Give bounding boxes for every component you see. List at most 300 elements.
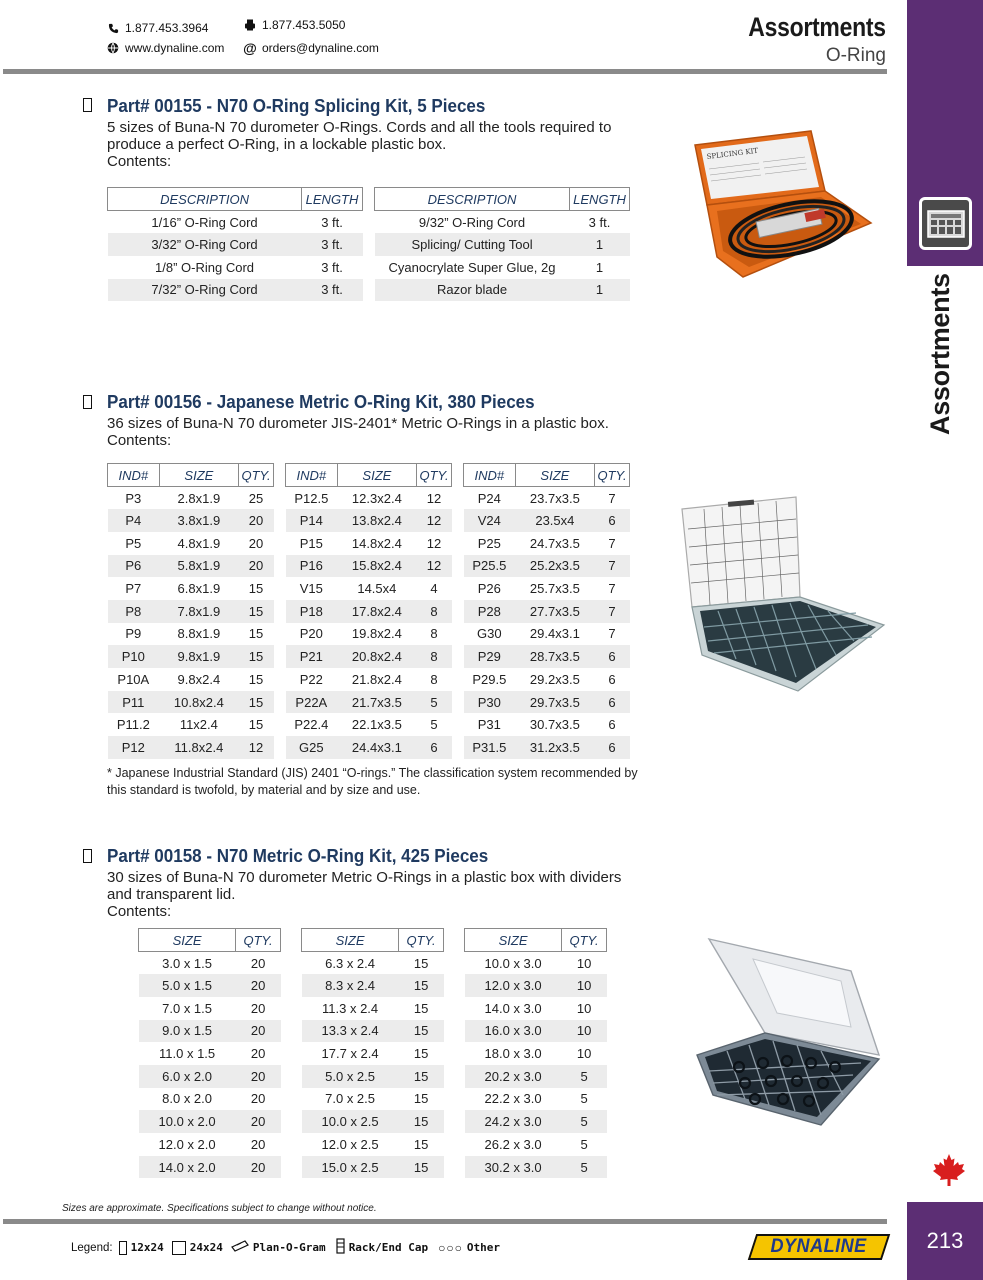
section1-table-left bbox=[107, 187, 363, 301]
table-cell: 15 bbox=[399, 1110, 444, 1133]
table-cell: 15 bbox=[239, 691, 274, 714]
section3-description bbox=[107, 869, 647, 920]
table-row bbox=[464, 736, 630, 759]
table-row bbox=[286, 532, 452, 555]
table-cell: 6 bbox=[608, 717, 616, 733]
website-contact[interactable] bbox=[107, 41, 224, 55]
table-cell: 15 bbox=[399, 1020, 444, 1043]
table-cell: 5 bbox=[580, 1091, 588, 1107]
footer-divider bbox=[3, 1219, 887, 1224]
table-cell: 6 bbox=[595, 509, 630, 532]
table-cell: 8.0 x 2.0 bbox=[162, 1091, 213, 1107]
table-row bbox=[465, 974, 607, 997]
fax-icon bbox=[244, 19, 256, 31]
table-cell: 10 bbox=[576, 955, 592, 971]
table-cell: 3.8x1.9 bbox=[159, 509, 238, 532]
splicing-kit-product-image bbox=[693, 127, 873, 279]
table-row bbox=[139, 974, 281, 997]
col-header-length: LENGTH bbox=[302, 188, 363, 211]
table-cell: P29.5 bbox=[472, 671, 507, 687]
table-cell: P5 bbox=[125, 535, 142, 551]
table-row bbox=[302, 1042, 444, 1065]
table-cell: 10 bbox=[576, 1046, 592, 1062]
table-cell: 9.8x2.4 bbox=[177, 671, 221, 687]
table-cell: P22.4 bbox=[294, 717, 329, 733]
table-cell: 3 ft. bbox=[321, 259, 343, 275]
col-header-qty: QTY. bbox=[417, 464, 452, 487]
table-row bbox=[375, 211, 630, 234]
table-cell: 14.5x4 bbox=[357, 581, 397, 597]
table-row bbox=[464, 487, 630, 510]
table-cell: 14.0 x 2.0 bbox=[139, 1156, 236, 1179]
table-row bbox=[139, 997, 281, 1020]
table-row bbox=[302, 1156, 444, 1179]
table-cell: 8 bbox=[430, 671, 438, 687]
table-cell: P25.5 bbox=[464, 555, 516, 578]
table-cell: 21.8x2.4 bbox=[351, 671, 402, 687]
table-cell: 20 bbox=[248, 535, 264, 551]
maple-leaf-icon bbox=[932, 1153, 966, 1187]
table-cell: 15 bbox=[413, 1136, 429, 1152]
col-header-size: SIZE bbox=[302, 929, 399, 952]
header-divider bbox=[3, 69, 887, 74]
table-row bbox=[302, 952, 444, 975]
at-icon: @ bbox=[243, 40, 257, 56]
table-row bbox=[108, 211, 363, 234]
fax-contact[interactable] bbox=[244, 18, 345, 32]
section2-table-1 bbox=[107, 463, 274, 759]
table-cell: 15.8x2.4 bbox=[337, 555, 416, 578]
table-cell: 20 bbox=[250, 1046, 266, 1062]
table-row bbox=[464, 713, 630, 736]
table-cell: 17.8x2.4 bbox=[337, 600, 416, 623]
page-title: Assortments bbox=[748, 12, 886, 42]
table-row bbox=[464, 645, 630, 668]
table-cell: 5.8x1.9 bbox=[159, 555, 238, 578]
table-row bbox=[108, 279, 363, 302]
legend-other: Other bbox=[466, 1241, 501, 1254]
table-cell: 7 bbox=[608, 581, 616, 597]
table-cell: 20.2 x 3.0 bbox=[465, 1065, 562, 1088]
12x24-display-icon bbox=[83, 98, 92, 112]
table-cell: P7 bbox=[125, 581, 142, 597]
table-cell: 12 bbox=[417, 509, 452, 532]
table-cell: 6 bbox=[417, 736, 452, 759]
table-cell: G30 bbox=[477, 626, 502, 642]
table-cell: P14 bbox=[286, 509, 338, 532]
table-cell: 31.2x3.5 bbox=[515, 736, 594, 759]
table-cell: 10.8x2.4 bbox=[159, 691, 238, 714]
legend bbox=[71, 1238, 500, 1257]
table-cell: P12 bbox=[108, 736, 160, 759]
table-row bbox=[108, 691, 274, 714]
table-cell: 9/32” O-Ring Cord bbox=[418, 214, 526, 230]
japanese-metric-kit-product-image bbox=[678, 495, 888, 693]
legend-24x24: 24x24 bbox=[189, 1241, 223, 1254]
col-header-size: SIZE bbox=[465, 929, 562, 952]
table-cell: 10 bbox=[576, 1000, 592, 1016]
col-header-qty: QTY. bbox=[239, 464, 274, 487]
table-cell: 5 bbox=[580, 1136, 588, 1152]
table-row bbox=[108, 555, 274, 578]
table-row bbox=[108, 509, 274, 532]
col-header-description: DESCRIPTION bbox=[108, 188, 302, 211]
col-header-qty: QTY. bbox=[595, 464, 630, 487]
table-cell: 25.2x3.5 bbox=[515, 555, 594, 578]
table-cell: 24.4x3.1 bbox=[337, 736, 416, 759]
table-cell: 10.0 x 3.0 bbox=[484, 955, 542, 971]
table-cell: P11 bbox=[108, 691, 160, 714]
table-cell: P26 bbox=[477, 581, 501, 597]
rack-end-cap-icon bbox=[336, 1238, 345, 1257]
table-cell: P3 bbox=[125, 490, 142, 506]
table-cell: 15 bbox=[248, 717, 264, 733]
table-cell: 25.7x3.5 bbox=[529, 581, 580, 597]
table-cell: P22 bbox=[299, 671, 323, 687]
table-cell: 23.7x3.5 bbox=[529, 490, 580, 506]
table-cell: 5 bbox=[562, 1065, 607, 1088]
section1-contents-label: Contents: bbox=[107, 153, 172, 170]
table-cell: 11.3 x 2.4 bbox=[322, 1000, 379, 1016]
table-cell: 5 bbox=[417, 691, 452, 714]
legend-label: Legend: bbox=[71, 1241, 113, 1254]
logo-text: DYNALINE bbox=[770, 1236, 868, 1257]
table-cell: 12.3x2.4 bbox=[351, 490, 402, 506]
table-cell: 12 bbox=[417, 555, 452, 578]
table-cell: 5 bbox=[430, 717, 438, 733]
table-cell: Cyanocrylate Super Glue, 2g bbox=[388, 259, 556, 275]
table-cell: 8 bbox=[430, 626, 438, 642]
table-cell: 13.3 x 2.4 bbox=[302, 1020, 399, 1043]
table-row bbox=[139, 1088, 281, 1111]
table-cell: P11.2 bbox=[116, 717, 150, 733]
table-cell: 7 bbox=[608, 490, 616, 506]
table-row bbox=[139, 952, 281, 975]
table-cell: 9.0 x 1.5 bbox=[139, 1020, 236, 1043]
table-cell: 29.7x3.5 bbox=[515, 691, 594, 714]
table-cell: 25 bbox=[248, 490, 264, 506]
section1-description bbox=[107, 119, 647, 170]
table-cell: 12 bbox=[426, 535, 442, 551]
table-cell: 30.2 x 3.0 bbox=[465, 1156, 562, 1179]
table-row bbox=[464, 509, 630, 532]
table-cell: 20 bbox=[250, 1000, 266, 1016]
col-header-size: SIZE bbox=[139, 929, 236, 952]
table-cell: 9.8x1.9 bbox=[159, 645, 238, 668]
table-row bbox=[465, 1020, 607, 1043]
table-cell: 8 bbox=[417, 645, 452, 668]
table-row bbox=[108, 532, 274, 555]
table-cell: 6 bbox=[608, 671, 616, 687]
col-header-size: SIZE bbox=[159, 464, 238, 487]
table-row bbox=[464, 691, 630, 714]
table-cell: 20 bbox=[236, 974, 281, 997]
table-cell: 18.0 x 3.0 bbox=[484, 1046, 542, 1062]
table-cell: 3 ft. bbox=[302, 279, 363, 302]
email-contact[interactable] bbox=[244, 41, 379, 55]
sidebar-label: Assortments bbox=[925, 273, 955, 435]
table-cell: 24.2 x 3.0 bbox=[465, 1110, 562, 1133]
table-cell: 15 bbox=[399, 974, 444, 997]
table-cell: P28 bbox=[464, 600, 516, 623]
table-row bbox=[465, 1088, 607, 1111]
table-row bbox=[464, 532, 630, 555]
table-cell: P16 bbox=[286, 555, 338, 578]
table-cell: P21 bbox=[286, 645, 338, 668]
section2-table-3 bbox=[463, 463, 630, 759]
legend-rack-end-cap: Rack/End Cap bbox=[348, 1241, 429, 1254]
table-row bbox=[302, 1020, 444, 1043]
svg-text:SPLICING KIT: SPLICING KIT bbox=[706, 146, 759, 161]
section1-title: Part# 00155 - N70 O-Ring Splicing Kit, 5 Pieces bbox=[107, 95, 486, 116]
table-row bbox=[465, 1065, 607, 1088]
table-cell: 16.0 x 3.0 bbox=[465, 1020, 562, 1043]
table-cell: 12.0 x 3.0 bbox=[465, 974, 562, 997]
table-cell: 2.8x1.9 bbox=[177, 490, 221, 506]
legend-12x24: 12x24 bbox=[130, 1241, 164, 1254]
table-cell: 19.8x2.4 bbox=[351, 626, 402, 642]
table-cell: Razor blade bbox=[375, 279, 570, 302]
table-cell: P30 bbox=[464, 691, 516, 714]
table-row bbox=[464, 668, 630, 691]
table-cell: 20 bbox=[239, 555, 274, 578]
table-cell: P6 bbox=[108, 555, 160, 578]
table-row bbox=[302, 1088, 444, 1111]
page-subtitle: O-Ring bbox=[825, 45, 886, 66]
table-row bbox=[465, 1156, 607, 1179]
planogram-icon bbox=[231, 1240, 249, 1255]
table-cell: 28.7x3.5 bbox=[515, 645, 594, 668]
table-cell: P31 bbox=[477, 717, 501, 733]
table-cell: 15 bbox=[248, 581, 264, 597]
col-header-ind: IND# bbox=[286, 464, 338, 487]
table-cell: 12.0 x 2.0 bbox=[158, 1136, 216, 1152]
section2-description: 36 sizes of Buna-N 70 durometer JIS-2401* Metric O-Rings in a plastic box. Contents: bbox=[107, 415, 609, 449]
col-header-qty: QTY. bbox=[399, 929, 444, 952]
table-row bbox=[108, 736, 274, 759]
table-cell: 26.2 x 3.0 bbox=[484, 1136, 542, 1152]
table-cell: 1/16” O-Ring Cord bbox=[151, 214, 258, 230]
table-cell: 20.8x2.4 bbox=[337, 645, 416, 668]
table-cell: 12 bbox=[239, 736, 274, 759]
table-row bbox=[375, 279, 630, 302]
table-cell: 20 bbox=[236, 1156, 281, 1179]
table-row bbox=[286, 577, 452, 600]
table-row bbox=[465, 997, 607, 1020]
section1-table-right bbox=[374, 187, 630, 301]
table-cell: 1/8” O-Ring Cord bbox=[155, 259, 255, 275]
table-cell: 23.5x4 bbox=[515, 509, 594, 532]
table-cell: 8.3 x 2.4 bbox=[302, 974, 399, 997]
table-cell: 29.4x3.1 bbox=[529, 626, 580, 642]
table-cell: 15 bbox=[248, 626, 264, 642]
table-cell: 15 bbox=[239, 645, 274, 668]
table-cell: 10.0 x 2.0 bbox=[139, 1110, 236, 1133]
table-cell: 15 bbox=[399, 1156, 444, 1179]
table-row bbox=[139, 1133, 281, 1156]
table-row bbox=[286, 600, 452, 623]
table-cell: 13.8x2.4 bbox=[337, 509, 416, 532]
dynaline-logo bbox=[748, 1234, 890, 1260]
table-row bbox=[139, 1065, 281, 1088]
other-icon: ○○○ bbox=[438, 1240, 463, 1255]
table-cell: 1 bbox=[570, 279, 630, 302]
fax-number: 1.877.453.5050 bbox=[262, 18, 346, 32]
table-cell: 7 bbox=[595, 600, 630, 623]
table-cell: 7.0 x 2.5 bbox=[325, 1091, 376, 1107]
table-cell: 14.0 x 3.0 bbox=[484, 1000, 542, 1016]
table-cell: P10A bbox=[117, 671, 150, 687]
table-row bbox=[302, 974, 444, 997]
col-header-ind: IND# bbox=[464, 464, 516, 487]
table-row bbox=[464, 600, 630, 623]
table-cell: 20 bbox=[236, 1110, 281, 1133]
table-cell: 6 bbox=[595, 691, 630, 714]
table-row bbox=[465, 952, 607, 975]
table-cell: 20 bbox=[236, 1065, 281, 1088]
table-row bbox=[464, 577, 630, 600]
col-header-description: DESCRIPTION bbox=[375, 188, 570, 211]
table-cell: 7/32” O-Ring Cord bbox=[108, 279, 302, 302]
table-cell: 22.1x3.5 bbox=[351, 717, 402, 733]
table-cell: P18 bbox=[286, 600, 338, 623]
table-cell: 15 bbox=[413, 1091, 429, 1107]
table-row bbox=[286, 487, 452, 510]
section2-table-2 bbox=[285, 463, 452, 759]
table-cell: P20 bbox=[299, 626, 323, 642]
table-cell: P4 bbox=[108, 509, 160, 532]
table-row bbox=[108, 577, 274, 600]
phone-contact[interactable] bbox=[107, 21, 208, 35]
table-cell: 3 ft. bbox=[302, 233, 363, 256]
table-row bbox=[108, 668, 274, 691]
table-cell: 3/32” O-Ring Cord bbox=[108, 233, 302, 256]
table-cell: 11x2.4 bbox=[179, 717, 218, 733]
table-cell: 5.0 x 1.5 bbox=[139, 974, 236, 997]
table-cell: P31.5 bbox=[464, 736, 516, 759]
table-cell: P29 bbox=[464, 645, 516, 668]
col-header-qty: QTY. bbox=[562, 929, 607, 952]
table-cell: 20 bbox=[250, 1091, 266, 1107]
table-cell: P9 bbox=[125, 626, 142, 642]
table-cell: 5 bbox=[562, 1110, 607, 1133]
table-cell: 15 bbox=[413, 1000, 429, 1016]
table-row bbox=[286, 555, 452, 578]
table-row bbox=[465, 1133, 607, 1156]
table-cell: 5 bbox=[562, 1156, 607, 1179]
table-row bbox=[302, 1133, 444, 1156]
section1-desc-text: 5 sizes of Buna-N 70 durometer O-Rings. Cords and all the tools required to produce a perfect O-Ring, in a lockable plastic box. bbox=[107, 119, 612, 153]
col-header-size: SIZE bbox=[515, 464, 594, 487]
table-cell: V24 bbox=[464, 509, 516, 532]
disclaimer: Sizes are approximate. Specifications subject to change without notice. bbox=[62, 1203, 377, 1214]
table-cell: P24 bbox=[477, 490, 501, 506]
table-row bbox=[108, 645, 274, 668]
table-cell: 6.3 x 2.4 bbox=[325, 955, 376, 971]
table-cell: 15 bbox=[413, 1046, 429, 1062]
table-cell: 11.0 x 1.5 bbox=[159, 1046, 216, 1062]
section3-desc-text: 30 sizes of Buna-N 70 durometer Metric O-Rings in a plastic box with dividers and transparent lid. bbox=[107, 869, 622, 903]
table-row bbox=[465, 1042, 607, 1065]
table-row bbox=[375, 233, 630, 256]
section2-title: Part# 00156 - Japanese Metric O-Ring Kit, 380 Pieces bbox=[107, 391, 535, 412]
table-cell: 8.8x1.9 bbox=[177, 626, 221, 642]
table-cell: 20 bbox=[239, 509, 274, 532]
table-cell: P8 bbox=[108, 600, 160, 623]
metric-kit-product-image bbox=[693, 935, 885, 1127]
page-number: 213 bbox=[926, 1228, 964, 1253]
table-cell: 15 bbox=[399, 1065, 444, 1088]
table-cell: 30.7x3.5 bbox=[529, 717, 580, 733]
table-cell: 17.7 x 2.4 bbox=[321, 1046, 379, 1062]
col-header-qty: QTY. bbox=[236, 929, 281, 952]
phone-icon bbox=[107, 22, 119, 34]
section3-table-1 bbox=[138, 928, 281, 1178]
table-row bbox=[302, 1065, 444, 1088]
table-cell: Splicing/ Cutting Tool bbox=[375, 233, 570, 256]
24x24-icon bbox=[172, 1241, 186, 1255]
table-cell: 3 ft. bbox=[321, 214, 343, 230]
table-cell: 7 bbox=[595, 555, 630, 578]
table-cell: P12.5 bbox=[294, 490, 329, 506]
table-row bbox=[286, 668, 452, 691]
col-header-ind: IND# bbox=[108, 464, 160, 487]
table-cell: 1 bbox=[570, 233, 630, 256]
legend-planogram: Plan-O-Gram bbox=[252, 1241, 326, 1254]
table-cell: 15 bbox=[248, 671, 264, 687]
12x24-display-icon bbox=[83, 395, 92, 409]
table-cell: 20 bbox=[250, 1136, 266, 1152]
table-cell: 21.7x3.5 bbox=[337, 691, 416, 714]
table-cell: P22A bbox=[286, 691, 338, 714]
table-row bbox=[108, 713, 274, 736]
table-cell: 20 bbox=[236, 1020, 281, 1043]
email-link[interactable]: orders@dynaline.com bbox=[262, 41, 379, 55]
table-cell: 15 bbox=[239, 600, 274, 623]
table-row bbox=[464, 555, 630, 578]
table-row bbox=[139, 1042, 281, 1065]
table-row bbox=[108, 600, 274, 623]
table-cell: P25 bbox=[477, 535, 501, 551]
12x24-icon bbox=[119, 1241, 127, 1255]
table-cell: 7.8x1.9 bbox=[159, 600, 238, 623]
table-cell: 3 ft. bbox=[588, 214, 611, 230]
table-row bbox=[375, 256, 630, 279]
table-cell: 15 bbox=[413, 955, 429, 971]
table-cell: 6.8x1.9 bbox=[177, 581, 221, 597]
table-row bbox=[286, 623, 452, 646]
table-cell: P10 bbox=[108, 645, 160, 668]
table-row bbox=[139, 1156, 281, 1179]
section3-title: Part# 00158 - N70 Metric O-Ring Kit, 425 Pieces bbox=[107, 845, 489, 866]
table-row bbox=[108, 623, 274, 646]
website-link[interactable]: www.dynaline.com bbox=[125, 41, 225, 55]
table-cell: P15 bbox=[299, 535, 323, 551]
table-cell: 11.8x2.4 bbox=[159, 736, 238, 759]
table-cell: 6 bbox=[595, 736, 630, 759]
table-row bbox=[108, 233, 363, 256]
section3-table-2 bbox=[301, 928, 444, 1178]
table-row bbox=[286, 736, 452, 759]
table-cell: 7 bbox=[608, 626, 616, 642]
table-cell: 4 bbox=[430, 581, 438, 597]
table-row bbox=[465, 1110, 607, 1133]
table-cell: 3.0 x 1.5 bbox=[162, 955, 213, 971]
table-cell: 8 bbox=[417, 600, 452, 623]
table-cell: 29.2x3.5 bbox=[529, 671, 580, 687]
table-row bbox=[286, 645, 452, 668]
table-cell: 24.7x3.5 bbox=[529, 535, 580, 551]
